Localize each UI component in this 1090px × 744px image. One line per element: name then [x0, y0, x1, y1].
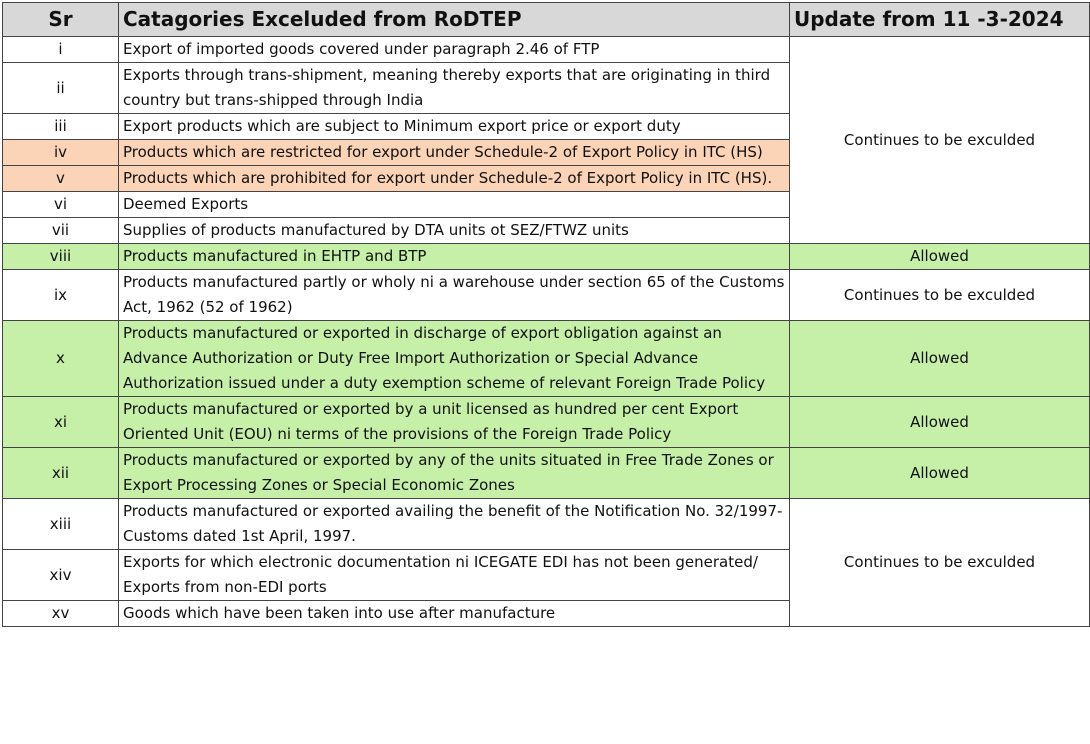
table-row: [3, 244, 1090, 270]
row-category: Products which are prohibited for export under Schedule-2 of Export Policy in ITC (HS).: [119, 166, 790, 192]
table-row: [3, 499, 1090, 550]
row-sr: vii: [3, 218, 119, 244]
table-row: [3, 397, 1090, 448]
row-sr: xiv: [3, 550, 119, 601]
row-category: Products manufactured or exported in discharge of export obligation against an Advance Authorization or Duty Free Import Authorization or Special Advance Authorization issued under a duty exemption scheme of relevant Foreign Trade Policy: [119, 321, 790, 397]
header-update: Update from 11 -3-2024: [790, 3, 1090, 37]
row-category: Products which are restricted for export under Schedule-2 of Export Policy in ITC (HS): [119, 140, 790, 166]
row-sr: i: [3, 37, 119, 63]
row-sr: iv: [3, 140, 119, 166]
row-category: Products manufactured or exported by a unit licensed as hundred per cent Export Oriented Unit (EOU) ni terms of the provisions of the Foreign Trade Policy: [119, 397, 790, 448]
row-sr: ix: [3, 270, 119, 321]
row-category: Deemed Exports: [119, 192, 790, 218]
row-category: Exports through trans-shipment, meaning thereby exports that are originating in third country but trans-shipped through India: [119, 63, 790, 114]
row-update: Continues to be exculded: [790, 270, 1090, 321]
row-category: Supplies of products manufactured by DTA units ot SEZ/FTWZ units: [119, 218, 790, 244]
row-category: Goods which have been taken into use after manufacture: [119, 601, 790, 627]
rodtep-exclusions-table: [2, 2, 1090, 627]
row-sr: ii: [3, 63, 119, 114]
row-sr: viii: [3, 244, 119, 270]
row-update-group2: Continues to be exculded: [790, 499, 1090, 627]
row-sr: xi: [3, 397, 119, 448]
row-sr: v: [3, 166, 119, 192]
row-sr: vi: [3, 192, 119, 218]
row-sr: x: [3, 321, 119, 397]
row-category: Exports for which electronic documentation ni ICEGATE EDI has not been generated/ Exports from non-EDI ports: [119, 550, 790, 601]
row-category: Products manufactured or exported availing the benefit of the Notification No. 32/1997- Customs dated 1st April, 1997.: [119, 499, 790, 550]
row-update: Allowed: [790, 321, 1090, 397]
row-category: Products manufactured or exported by any of the units situated in Free Trade Zones or Export Processing Zones or Special Economic Zones: [119, 448, 790, 499]
row-sr: xv: [3, 601, 119, 627]
row-category: Products manufactured in EHTP and BTP: [119, 244, 790, 270]
table-row: [3, 37, 1090, 63]
header-sr: Sr: [3, 3, 119, 37]
header-row: [3, 3, 1090, 37]
table-row: [3, 321, 1090, 397]
row-sr: xii: [3, 448, 119, 499]
header-category: Catagories Exceluded from RoDTEP: [119, 3, 790, 37]
row-update: Allowed: [790, 397, 1090, 448]
table-row: [3, 270, 1090, 321]
row-update: Allowed: [790, 244, 1090, 270]
row-sr: xiii: [3, 499, 119, 550]
row-update: Allowed: [790, 448, 1090, 499]
row-sr: iii: [3, 114, 119, 140]
row-update-group1: Continues to be exculded: [790, 37, 1090, 244]
table-row: [3, 448, 1090, 499]
row-category: Export of imported goods covered under paragraph 2.46 of FTP: [119, 37, 790, 63]
row-category: Export products which are subject to Minimum export price or export duty: [119, 114, 790, 140]
row-category: Products manufactured partly or wholy ni a warehouse under section 65 of the Customs Act, 1962 (52 of 1962): [119, 270, 790, 321]
